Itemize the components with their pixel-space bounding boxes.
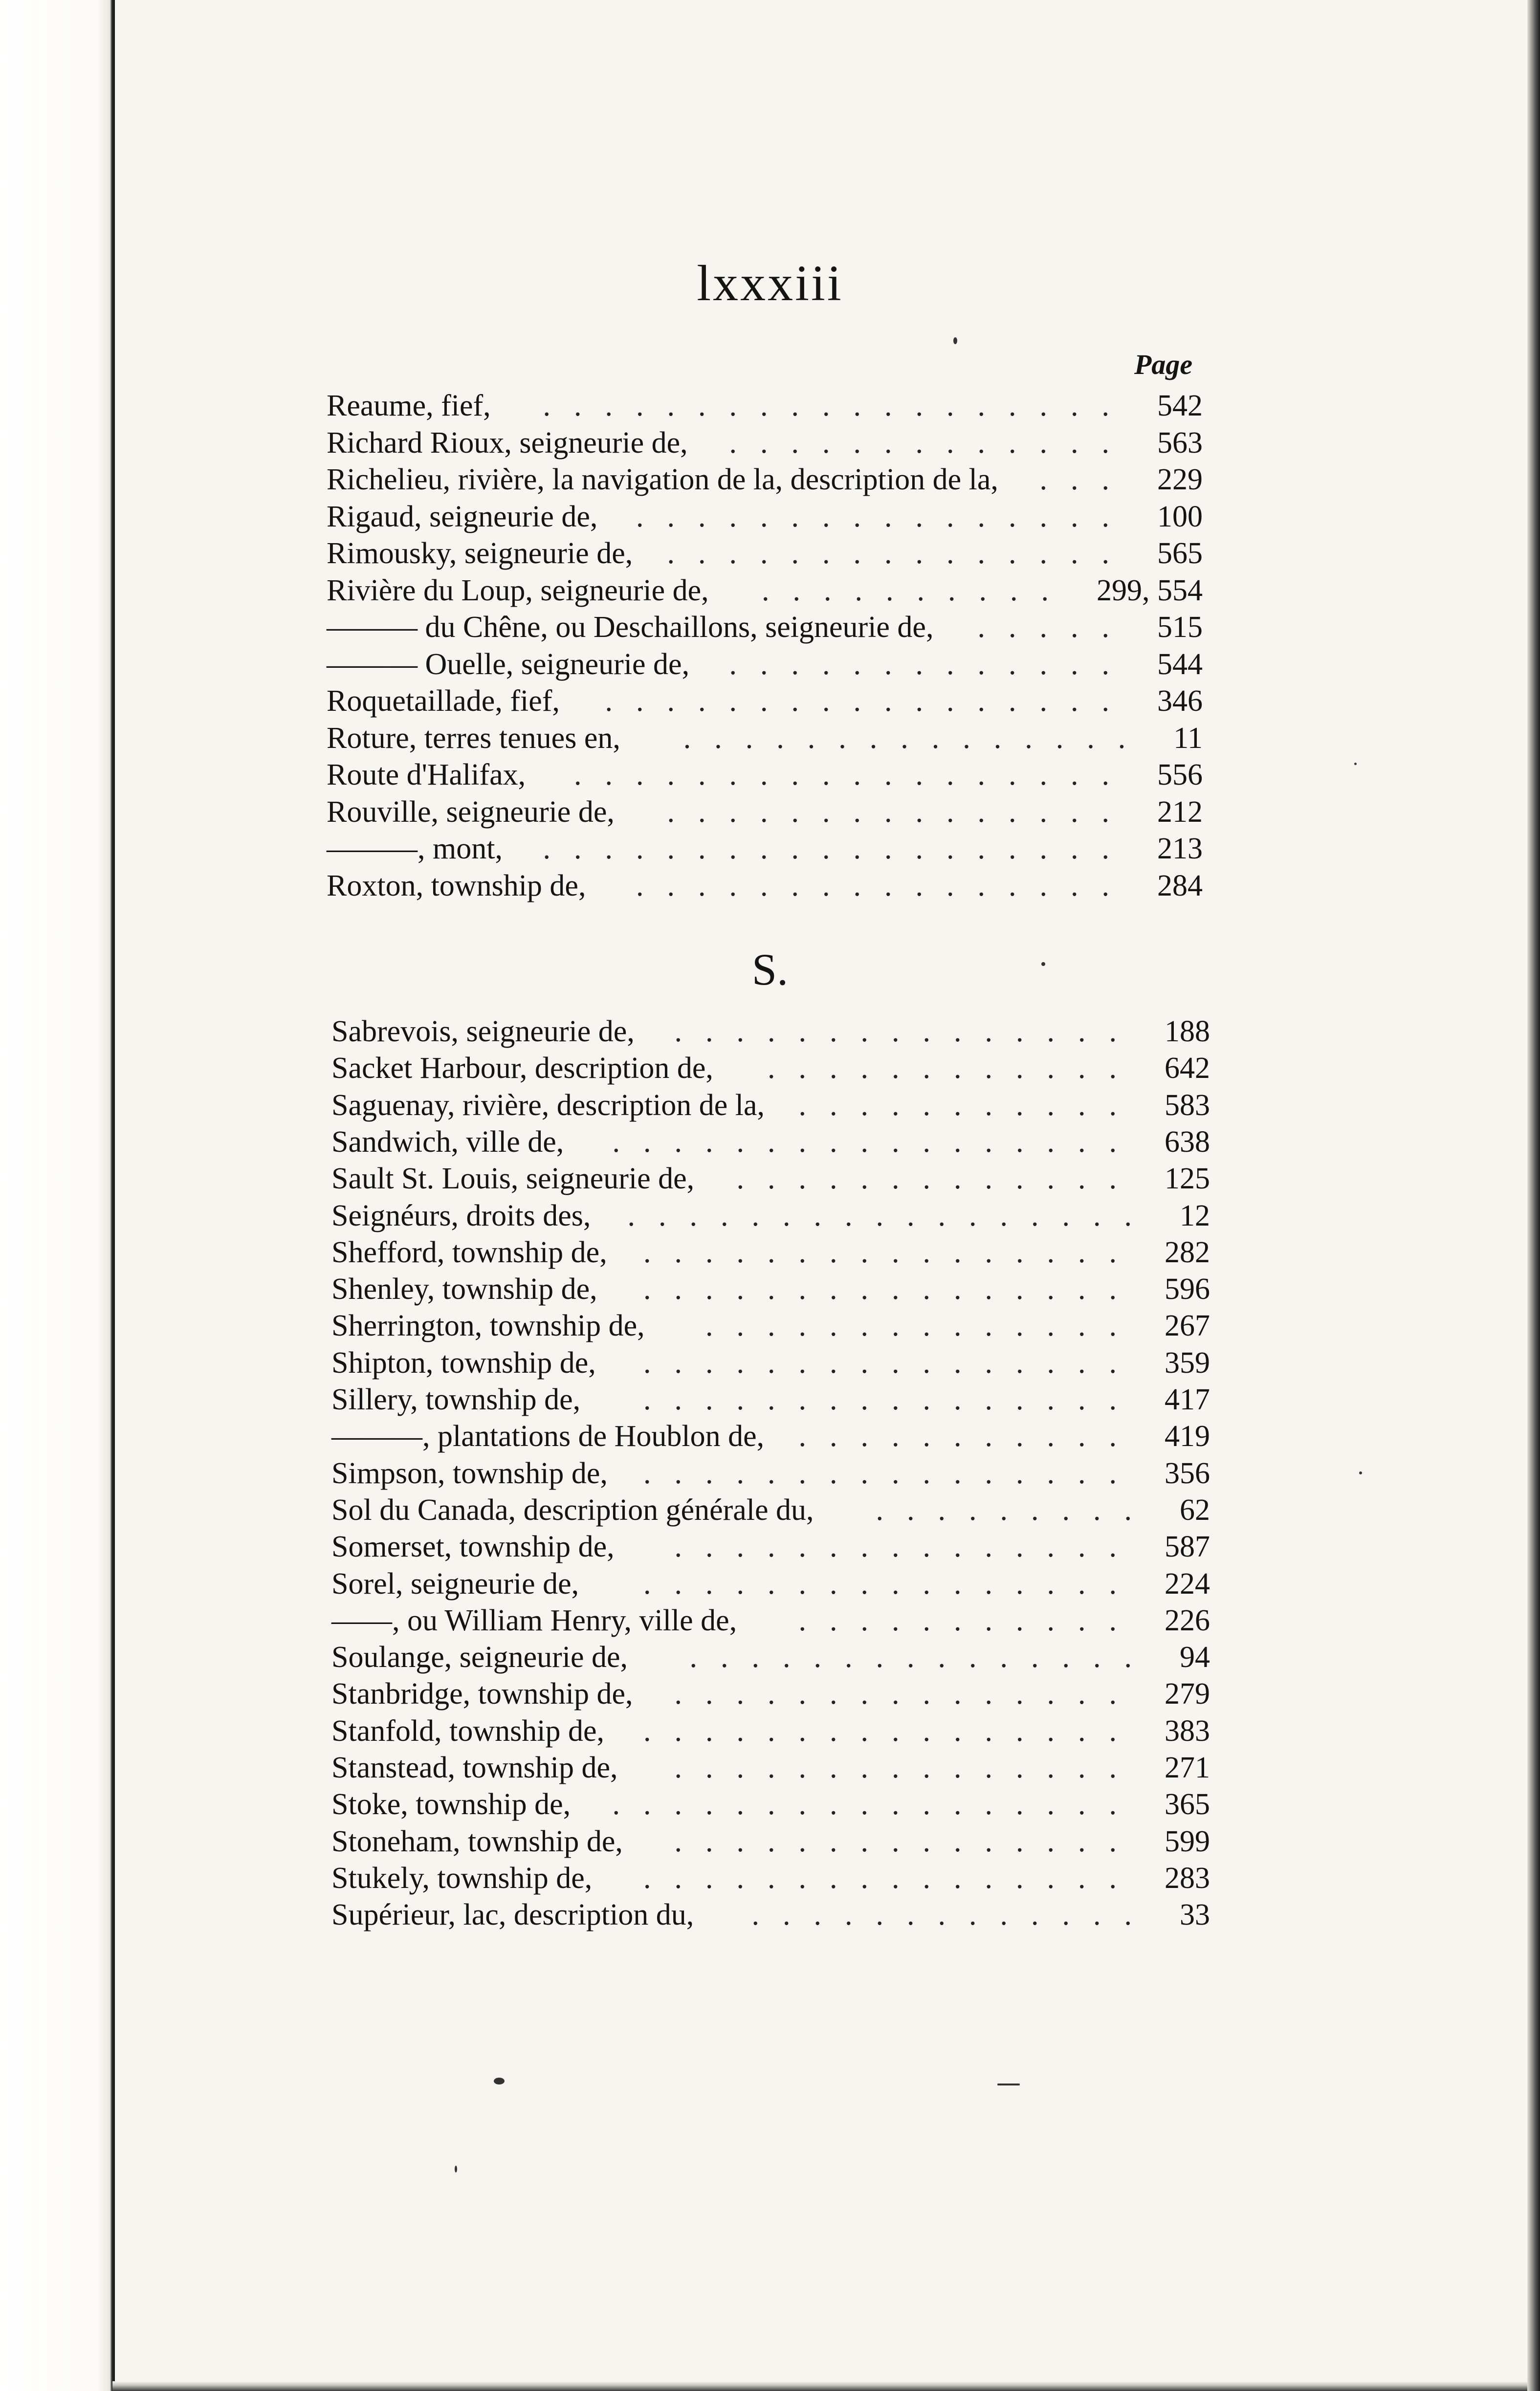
index-entry	[331, 1271, 1210, 1308]
index-term: Saguenay, rivière, description de la,	[331, 1088, 765, 1122]
leader-dots: ...................	[543, 389, 1133, 422]
index-term: Route d'Halifax,	[327, 758, 526, 791]
index-page-number: 383	[1165, 1714, 1210, 1748]
index-term: Sorel, seigneurie de,	[331, 1567, 579, 1601]
index-entry	[331, 1123, 1210, 1161]
index-page-number: 599	[1165, 1824, 1210, 1858]
index-entry	[331, 1197, 1210, 1234]
index-term: Rimousky, seigneurie de,	[327, 537, 633, 570]
index-page-number: 213	[1157, 832, 1203, 865]
index-term: Reaume, fief,	[327, 389, 491, 422]
index-page-number: 226	[1165, 1603, 1210, 1637]
index-page-number: 282	[1165, 1235, 1210, 1269]
index-entry	[331, 1639, 1210, 1676]
index-term: Roquetaillade, fief,	[327, 684, 560, 718]
index-page-number: 284	[1157, 869, 1203, 902]
index-term: Sillery, township de,	[331, 1383, 581, 1416]
leader-dots: ...............	[674, 1015, 1140, 1048]
index-page-number: 419	[1165, 1420, 1210, 1453]
leader-dots: .....	[977, 611, 1133, 644]
index-page-number: 125	[1165, 1162, 1210, 1196]
ink-speck	[455, 2166, 457, 2172]
index-term: Supérieur, lac, description du,	[331, 1898, 694, 1932]
index-term: Shenley, township de,	[331, 1272, 597, 1306]
index-page-number: 283	[1165, 1861, 1210, 1895]
index-entry	[331, 1712, 1210, 1750]
leader-dots: ................	[636, 500, 1133, 533]
index-page-number: 638	[1165, 1125, 1210, 1159]
page-column-label: Page	[1134, 349, 1193, 380]
leader-dots: ................	[643, 1346, 1140, 1380]
index-page-number: 11	[1173, 721, 1203, 755]
index-entry	[327, 867, 1203, 904]
index-page-number: 267	[1165, 1309, 1210, 1343]
index-page-number: 359	[1165, 1346, 1210, 1380]
index-page-number: 587	[1165, 1530, 1210, 1564]
index-term: Roture, terres tenues en,	[327, 721, 620, 755]
index-entry	[331, 1602, 1210, 1639]
index-term: Rouville, seigneurie de,	[327, 795, 615, 829]
leader-dots: ...............	[683, 721, 1149, 755]
index-term: ——— du Chêne, ou Deschaillons, seigneurie de,	[327, 611, 934, 644]
index-term: Richard Rioux, seigneurie de,	[327, 426, 688, 460]
index-term: Sol du Canada, description générale du,	[331, 1493, 814, 1527]
index-term: ——— Ouelle, seigneurie de,	[327, 647, 690, 681]
leader-dots: .............	[751, 1898, 1155, 1932]
index-term: Roxton, township de,	[327, 869, 586, 902]
leader-dots: .................	[605, 684, 1133, 718]
index-entry	[327, 793, 1203, 831]
index-term: Sandwich, ville de,	[331, 1125, 564, 1159]
leader-dots: ..............	[705, 1309, 1140, 1343]
leader-dots: .................	[612, 1125, 1140, 1159]
index-term: ———, mont,	[327, 832, 503, 865]
leader-dots: ...	[1039, 463, 1133, 496]
index-page-number: 229	[1157, 463, 1203, 496]
index-entry	[331, 1381, 1210, 1418]
index-page-number: 279	[1165, 1677, 1210, 1711]
page-numeral: lxxxiii	[697, 255, 843, 311]
index-entry	[327, 461, 1203, 498]
index-page-number: 563	[1157, 426, 1203, 460]
index-page-number: 642	[1165, 1052, 1210, 1085]
index-term: Rigaud, seigneurie de,	[327, 500, 598, 533]
index-term: Stanstead, township de,	[331, 1751, 618, 1784]
leader-dots: ............	[768, 1052, 1140, 1085]
index-entry	[331, 1565, 1210, 1602]
leader-dots: ................	[636, 869, 1133, 902]
index-page-number: 544	[1157, 647, 1203, 681]
ink-speck	[1359, 1471, 1362, 1474]
index-page-number: 33	[1180, 1898, 1210, 1932]
leader-dots: ..................	[574, 758, 1133, 791]
leader-dots: ................	[643, 1272, 1140, 1306]
index-page-number: 417	[1165, 1383, 1210, 1416]
index-entry	[327, 682, 1203, 720]
ink-speck	[1041, 962, 1045, 966]
leader-dots: ................	[643, 1714, 1140, 1748]
index-page-number: 356	[1165, 1456, 1210, 1490]
index-term: Rivière du Loup, seigneurie de,	[327, 573, 709, 607]
index-term: Simpson, township de,	[331, 1456, 608, 1490]
leader-dots: ...............	[674, 1751, 1140, 1784]
index-term: Shipton, township de,	[331, 1346, 596, 1380]
leader-dots: ...........	[798, 1420, 1140, 1453]
index-entry	[331, 1160, 1210, 1197]
index-page-number: 556	[1157, 758, 1203, 791]
index-entry	[327, 498, 1203, 535]
index-page-number: 542	[1157, 389, 1203, 422]
index-entry	[331, 1896, 1210, 1933]
index-entry	[327, 756, 1203, 793]
index-page-number: 565	[1157, 537, 1203, 570]
index-entry	[331, 1050, 1210, 1087]
page-bottom-edge	[112, 2381, 1527, 2391]
index-entry	[327, 720, 1203, 757]
index-term: Richelieu, rivière, la navigation de la, description de la,	[327, 463, 998, 496]
index-entry	[331, 1528, 1210, 1565]
leader-dots: ...........	[798, 1603, 1140, 1637]
index-term: Stoke, township de,	[331, 1788, 571, 1821]
index-term: Stanbridge, township de,	[331, 1677, 633, 1711]
index-entry	[327, 572, 1203, 609]
leader-dots: .................	[627, 1199, 1155, 1232]
leader-dots: ...............	[674, 1530, 1140, 1564]
index-entry	[331, 1234, 1210, 1271]
index-page-number: 12	[1180, 1199, 1210, 1232]
leader-dots: ...............	[689, 1641, 1155, 1674]
index-page-number: 224	[1165, 1567, 1210, 1601]
leader-dots: ...........	[798, 1088, 1140, 1122]
leader-dots: ...............	[667, 795, 1133, 829]
index-term: Sherrington, township de,	[331, 1309, 645, 1343]
leader-dots: .............	[736, 1162, 1140, 1196]
index-entry	[331, 1786, 1210, 1823]
section-heading-s: S.	[751, 944, 789, 994]
leader-dots: ...................	[543, 832, 1133, 865]
index-page-number: 365	[1165, 1788, 1210, 1821]
index-page-number: 271	[1165, 1751, 1210, 1784]
leader-dots: ................	[643, 1567, 1140, 1601]
index-entry	[331, 1492, 1210, 1529]
index-term: Somerset, township de,	[331, 1530, 615, 1564]
index-entry	[331, 1418, 1210, 1455]
leader-dots: .................	[612, 1788, 1140, 1821]
ink-speck	[494, 2078, 505, 2084]
index-page-number: 583	[1165, 1088, 1210, 1122]
index-page-number: 188	[1165, 1015, 1210, 1048]
ink-speck	[997, 2084, 1020, 2085]
index-entry	[327, 830, 1203, 867]
index-term: Sacket Harbour, description de,	[331, 1052, 713, 1085]
leader-dots: ...............	[667, 537, 1133, 570]
index-entry	[331, 1455, 1210, 1492]
index-term: Stoneham, township de,	[331, 1824, 623, 1858]
index-entry	[327, 646, 1203, 683]
index-page-number: 100	[1157, 500, 1203, 533]
leader-dots: ................	[643, 1456, 1140, 1490]
index-entry	[331, 1307, 1210, 1344]
ink-speck	[1354, 763, 1357, 765]
index-entry	[327, 424, 1203, 461]
index-page-number: 94	[1180, 1641, 1210, 1674]
page-gutter-shadow	[0, 0, 115, 2391]
index-entry	[331, 1749, 1210, 1786]
index-page-number: 62	[1180, 1493, 1210, 1527]
index-entry	[331, 1675, 1210, 1712]
leader-dots: ..........	[762, 573, 1072, 607]
leader-dots: ................	[643, 1383, 1140, 1416]
index-page-number: 299, 554	[1097, 573, 1203, 607]
page-right-edge	[1527, 0, 1540, 2391]
index-entry	[331, 1860, 1210, 1897]
index-term: Sault St. Louis, seigneurie de,	[331, 1162, 695, 1196]
leader-dots: ...............	[674, 1824, 1140, 1858]
index-entry	[331, 1823, 1210, 1860]
leader-dots: ...............	[674, 1677, 1140, 1711]
index-term: Seignéurs, droits des,	[331, 1199, 591, 1232]
index-term: Shefford, township de,	[331, 1235, 607, 1269]
leader-dots: ................	[643, 1861, 1140, 1895]
index-entry	[331, 1013, 1210, 1050]
index-entry	[327, 609, 1203, 646]
index-page-number: 596	[1165, 1272, 1210, 1306]
index-page-number: 346	[1157, 684, 1203, 718]
index-entry	[327, 535, 1203, 572]
leader-dots: .............	[729, 426, 1133, 460]
ink-speck	[953, 337, 957, 344]
index-page-number: 212	[1157, 795, 1203, 829]
leader-dots: ................	[643, 1235, 1140, 1269]
index-term: Sabrevois, seigneurie de,	[331, 1015, 635, 1048]
leader-dots: .........	[876, 1493, 1155, 1527]
index-entry	[331, 1087, 1210, 1124]
index-page-number: 515	[1157, 611, 1203, 644]
index-entry	[327, 387, 1203, 424]
index-term: ——, ou William Henry, ville de,	[331, 1603, 737, 1637]
leader-dots: .............	[729, 647, 1133, 681]
index-term: ———, plantations de Houblon de,	[331, 1420, 765, 1453]
index-term: Stukely, township de,	[331, 1861, 593, 1895]
index-term: Stanfold, township de,	[331, 1714, 604, 1748]
index-term: Soulange, seigneurie de,	[331, 1641, 628, 1674]
index-entry	[331, 1344, 1210, 1382]
